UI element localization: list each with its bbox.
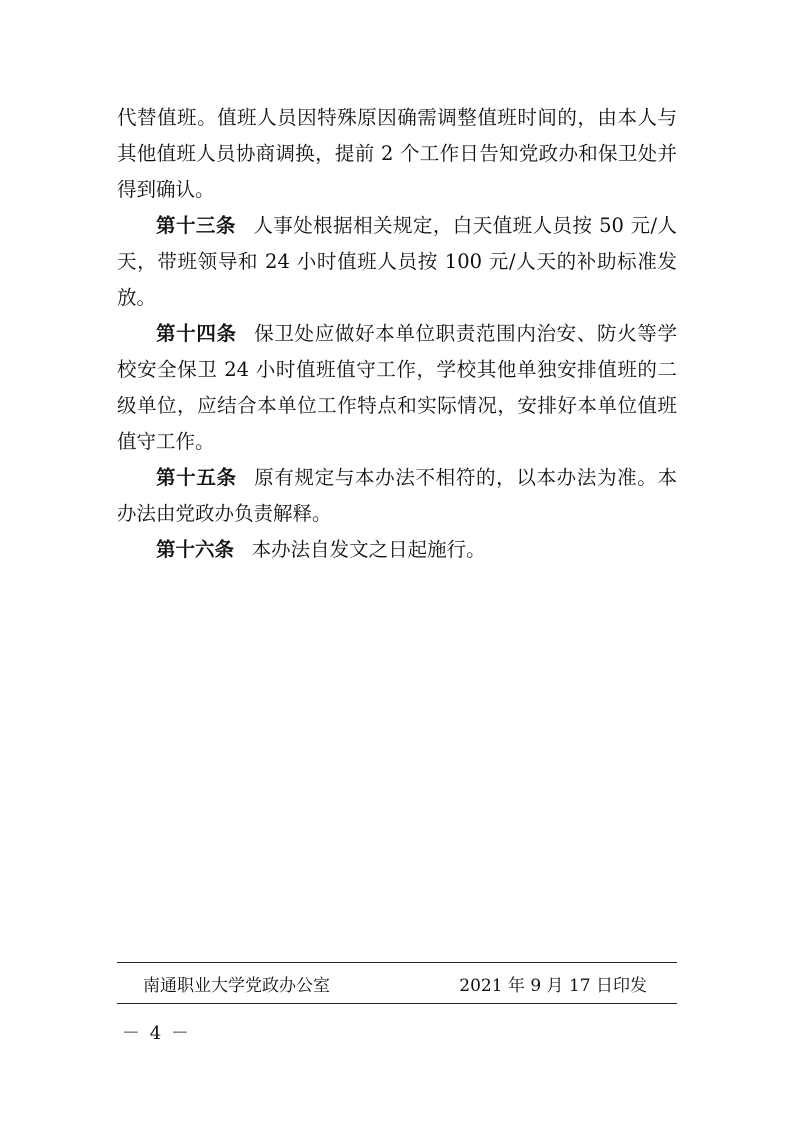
- article-heading: 第十四条: [156, 322, 237, 345]
- article-heading: 第十六条: [156, 538, 235, 561]
- article-16: [117, 532, 677, 568]
- document-body: [117, 100, 677, 568]
- paragraph-continuation: [117, 100, 677, 208]
- paragraph-text: 本办法自发文之日起施行。: [251, 538, 486, 561]
- article-heading: 第十五条: [156, 466, 237, 489]
- paragraph-text: 原有规定与本办法不相符的，以本办法为准。本办法由党政办负责解释。: [117, 466, 677, 525]
- issuance-footer: [117, 962, 677, 1004]
- page-number: － 4 －: [122, 1023, 191, 1044]
- article-13: [117, 208, 677, 316]
- paragraph-text: 代替值班。值班人员因特殊原因确需调整值班时间的，由本人与其他值班人员协商调换，提前 2 个工作日告知党政办和保卫处并得到确认。: [117, 106, 677, 201]
- paragraph-text: 人事处根据相关规定，白天值班人员按 50 元/人天，带班领导和 24 小时值班人员按 100 元/人天的补助标准发放。: [117, 214, 677, 309]
- issue-date: 2021 年 9 月 17 日印发: [459, 976, 647, 996]
- article-heading: 第十三条: [156, 214, 236, 237]
- paragraph-text: 保卫处应做好本单位职责范围内治安、防火等学校安全保卫 24 小时值班值守工作，学校其他单独安排值班的二级单位，应结合本单位工作特点和实际情况，安排好本单位值班值守工作。: [117, 322, 677, 453]
- article-14: [117, 316, 677, 460]
- article-15: [117, 460, 677, 532]
- issuing-office: 南通职业大学党政办公室: [143, 976, 330, 996]
